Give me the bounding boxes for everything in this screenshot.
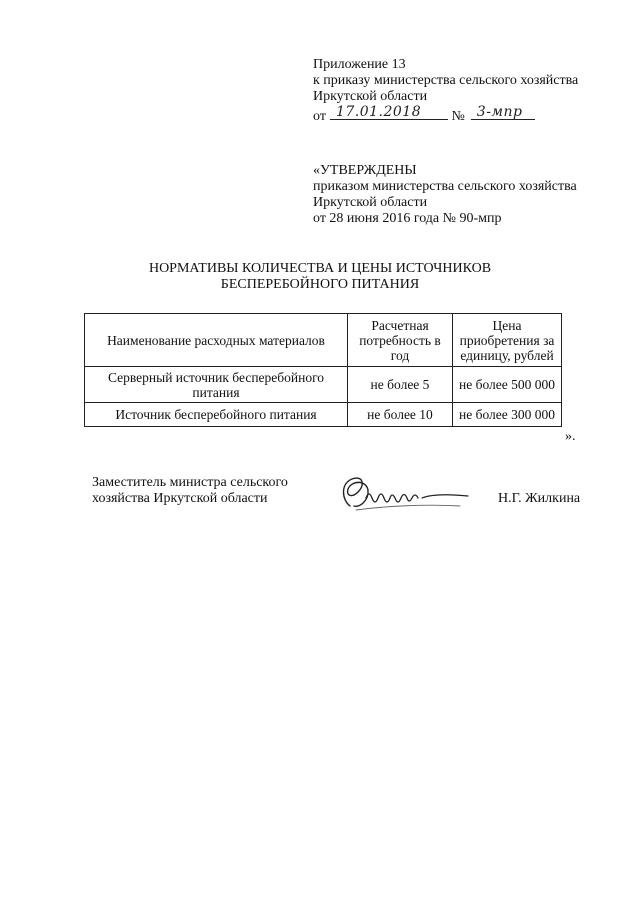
header-annual-need: Расчетная потребность в год bbox=[348, 314, 453, 367]
appendix-order-ref: к приказу министерства сельского хозяйства bbox=[313, 73, 579, 88]
handwritten-date: 17.01.2018 bbox=[335, 104, 422, 120]
cell-quantity: не более 10 bbox=[348, 403, 453, 427]
title-line-1: НОРМАТИВЫ КОЛИЧЕСТВА И ЦЕНЫ ИСТОЧНИКОВ bbox=[148, 261, 492, 276]
signer-position bbox=[92, 475, 288, 507]
cell-name: Источник бесперебойного питания bbox=[85, 403, 348, 427]
number-blank bbox=[471, 105, 535, 120]
approval-order: приказом министерства сельского хозяйства bbox=[313, 179, 577, 194]
date-prefix: от bbox=[313, 109, 326, 124]
closing-quote: ». bbox=[565, 429, 576, 444]
number-prefix: № bbox=[451, 109, 465, 124]
appendix-region: Иркутской области bbox=[313, 89, 428, 104]
approval-date: от 28 июня 2016 года № 90-мпр bbox=[313, 211, 502, 226]
appendix-header bbox=[313, 57, 578, 125]
signer-title-line-1: Заместитель министра сельского bbox=[92, 475, 288, 490]
cell-name: Серверный источник бесперебойного питания bbox=[85, 367, 348, 403]
cell-price: не более 500 000 bbox=[453, 367, 562, 403]
approval-region: Иркутской области bbox=[313, 195, 428, 210]
norms-table bbox=[84, 313, 562, 427]
signer-name: Н.Г. Жилкина bbox=[498, 491, 581, 506]
header-materials: Наименование расходных материалов bbox=[85, 314, 348, 367]
approval-block bbox=[313, 163, 577, 227]
date-blank bbox=[330, 105, 448, 120]
table-row bbox=[85, 403, 562, 427]
approval-heading: «УТВЕРЖДЕНЫ bbox=[313, 163, 417, 178]
title-line-2: БЕСПЕРЕБОЙНОГО ПИТАНИЯ bbox=[220, 277, 420, 292]
cell-price: не более 300 000 bbox=[453, 403, 562, 427]
handwritten-signature bbox=[336, 470, 476, 518]
appendix-date-line bbox=[313, 105, 578, 125]
table-header-row bbox=[85, 314, 562, 367]
table-row bbox=[85, 367, 562, 403]
signer-title-line-2: хозяйства Иркутской области bbox=[92, 491, 268, 506]
document-title bbox=[60, 261, 580, 293]
handwritten-number: 3-мпр bbox=[476, 104, 523, 120]
appendix-number: Приложение 13 bbox=[313, 57, 406, 72]
header-unit-price: Цена приобретения за единицу, рублей bbox=[453, 314, 562, 367]
cell-quantity: не более 5 bbox=[348, 367, 453, 403]
